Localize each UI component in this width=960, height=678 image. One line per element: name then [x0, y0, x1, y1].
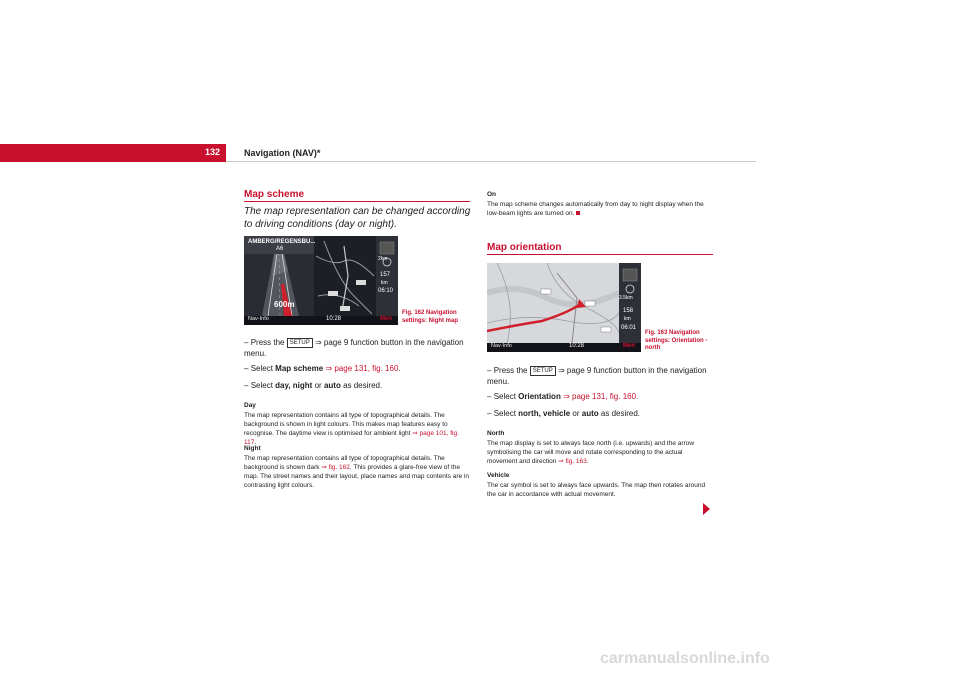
section-heading-map-orientation: Map orientation [487, 242, 562, 253]
step-dash: – [244, 338, 249, 347]
setup-button: SETUP [530, 366, 556, 376]
step-text: Select [250, 381, 273, 390]
night-map-screen [244, 236, 398, 325]
paragraph-text: . This provides a glare-free view of the map. The street names and their layout, place names and map contents are in contrasting light colours. [244, 464, 469, 489]
figure-orientation-north [487, 263, 641, 352]
step-text: . [398, 364, 401, 373]
page-link[interactable]: ⇒ page 101, fig. 117 [244, 430, 459, 446]
subheading-vehicle: Vehicle [487, 472, 510, 479]
step-dash: – [244, 381, 249, 390]
screen-footer-left: Nav-Info [491, 343, 512, 349]
screen-side-dist: 3.5km [619, 295, 633, 301]
figure-link[interactable]: ⇒ fig. 162 [321, 464, 350, 471]
page-link[interactable]: ⇒ page 131, fig. 160 [563, 392, 637, 401]
paragraph-text: The map representation contains all type of topographical details. The background is shown in light colours. This makes map features easy to recognise. The daytime view is optimised for ambient light [244, 412, 448, 437]
screen-footer-right: Men [623, 343, 635, 349]
step-text: Press the [493, 366, 528, 375]
step-dash: – [487, 392, 492, 401]
section-rule [487, 254, 713, 255]
paragraph-text: The map scheme changes automatically from day to night display when the low-beam lights are turned on. [487, 201, 704, 217]
step-text: as desired. [600, 409, 641, 418]
step-option: auto [323, 381, 341, 390]
screen-road: A6 [276, 246, 284, 252]
setup-button: SETUP [287, 338, 313, 348]
section-end-mark [576, 211, 580, 215]
section-heading-map-scheme: Map scheme [244, 189, 305, 200]
step-select-north-vehicle [487, 408, 713, 419]
paragraph-night [244, 454, 470, 490]
step-text: Select [493, 392, 516, 401]
page-number: 132 [204, 147, 220, 157]
subheading-day: Day [244, 402, 256, 409]
section-intro: The map representation can be changed according to driving conditions (day or night). [244, 206, 471, 230]
subheading-on: On [487, 191, 497, 198]
step-select-day-night [244, 380, 470, 391]
step-option: day, night [275, 381, 313, 390]
screen-time: 10:28 [569, 343, 585, 349]
screen-side-time: 06:10 [378, 288, 394, 294]
step-text: Select [250, 364, 273, 373]
step-dash: – [487, 366, 492, 375]
figure-caption-163: Fig. 163 Navigation settings: Orientation - north [645, 330, 708, 351]
screen-time: 10:28 [326, 316, 342, 322]
screen-side-time: 06:01 [621, 325, 637, 331]
screen-side-unit: km [624, 316, 631, 322]
step-select-map-scheme [244, 363, 470, 374]
step-select-orientation [487, 391, 713, 402]
step-text: ⇒ page 9 function button in the navigation menu. [244, 338, 464, 358]
paragraph-day: The map representation contains all type of topographical details. The background is shown in light colours. This makes map features easy to recognise. The daytime view is optimised for ambient light ⇒ page 101, fig. 117. [244, 412, 459, 446]
step-press-setup [487, 365, 713, 387]
paragraph-on [487, 200, 713, 218]
figure-link[interactable]: ⇒ fig. 163 [558, 458, 587, 465]
screen-distance: 600m [274, 300, 295, 309]
paragraph-north [487, 439, 713, 466]
screen-side-km: 158 [623, 308, 634, 314]
section-rule [244, 201, 470, 202]
screen-destination: AMBERG/REGENSBU... [248, 239, 316, 245]
step-option: auto [581, 409, 599, 418]
step-dash: – [487, 409, 492, 418]
screen-footer-right: Men [380, 316, 392, 322]
day-map-screen [487, 263, 641, 352]
paragraph-text: The map representation contains all type of topographical details. The background is shown dark [244, 455, 445, 471]
step-text: Select [493, 409, 516, 418]
header-divider [226, 161, 756, 162]
watermark: carmanualsonline.info [600, 650, 770, 667]
step-press-setup [244, 337, 470, 359]
step-dash: – [244, 364, 249, 373]
step-text: ⇒ page 9 function button in the navigation menu. [487, 366, 707, 386]
page-number-tab [0, 144, 226, 162]
chapter-title: Navigation (NAV)* [244, 148, 321, 158]
step-option: north, vehicle [518, 409, 571, 418]
screen-side-dist: 2km [378, 256, 388, 262]
page-link[interactable]: ⇒ page 131, fig. 160 [325, 364, 399, 373]
paragraph-text: The map display is set to always face north (i.e. upwards) and the arrow symbolising the car will move and rotate corresponding to the actual movement and direction [487, 440, 695, 465]
step-text: or [314, 381, 322, 390]
subheading-night: Night [244, 445, 261, 452]
screen-footer-left: Nav-Info [248, 316, 269, 322]
step-option: Map scheme [275, 364, 324, 373]
paragraph-text: . [586, 458, 589, 465]
step-text: as desired. [343, 381, 383, 390]
step-text: Press the [250, 338, 285, 347]
screen-side-unit: km [381, 280, 388, 286]
screen-side-km: 157 [380, 272, 391, 278]
paragraph-vehicle: The car symbol is set to always face upwards. The map then rotates around the car in accordance with actual movement. [487, 482, 706, 498]
figure-caption-162: Fig. 162 Navigation settings: Night map [402, 310, 459, 324]
figure-night-map [244, 236, 398, 325]
step-text: . [636, 392, 639, 401]
step-option: Orientation [518, 392, 561, 401]
step-text: or [572, 409, 580, 418]
continue-arrow-icon [703, 503, 710, 515]
subheading-north: North [487, 430, 505, 437]
